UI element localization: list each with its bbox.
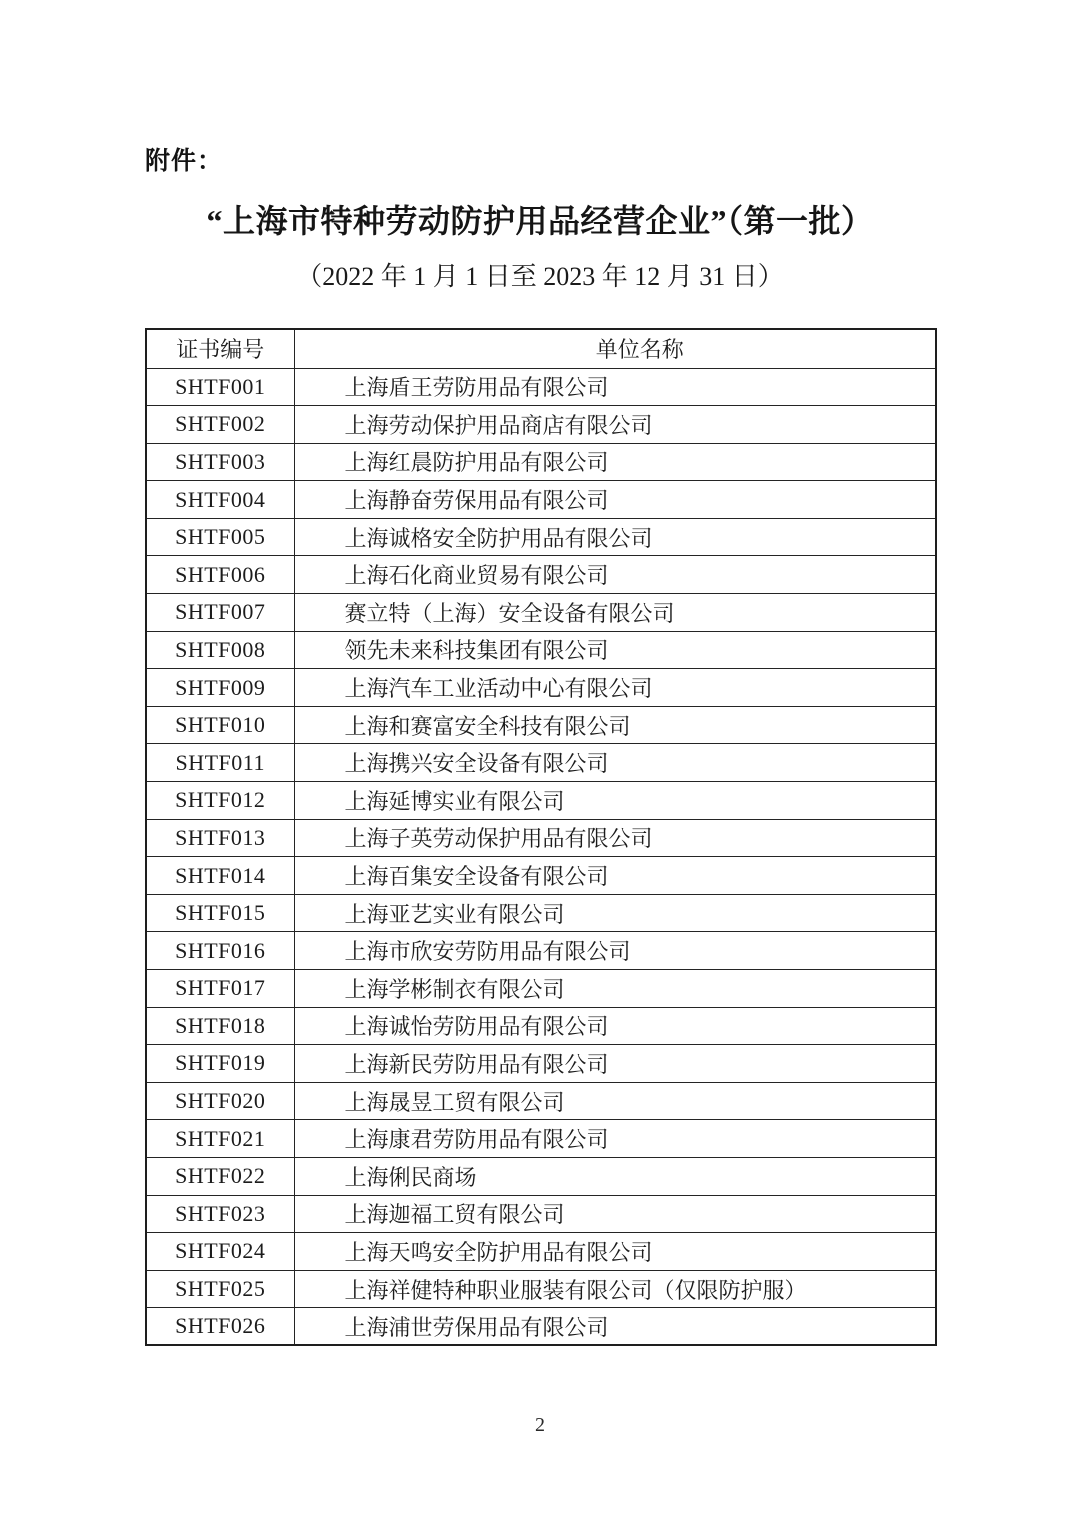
company-table-body [146, 368, 936, 1345]
certificate-number-cell: SHTF014 [146, 857, 294, 895]
certificate-number-cell: SHTF021 [146, 1120, 294, 1158]
certificate-number-cell: SHTF003 [146, 443, 294, 481]
table-row [146, 1045, 936, 1083]
certificate-number-cell: SHTF024 [146, 1233, 294, 1271]
header-company-name: 单位名称 [294, 329, 936, 368]
company-name-cell: 上海红晨防护用品有限公司 [294, 443, 936, 481]
page-title: “上海市特种劳动防护用品经营企业”（第一批） [206, 203, 874, 239]
table-row [146, 631, 936, 669]
company-name-cell: 上海石化商业贸易有限公司 [294, 556, 936, 594]
company-name-cell: 上海迦福工贸有限公司 [294, 1195, 936, 1233]
company-name-cell: 上海天鸣安全防护用品有限公司 [294, 1233, 936, 1271]
certificate-number-cell: SHTF011 [146, 744, 294, 782]
company-name-cell: 上海亚艺实业有限公司 [294, 894, 936, 932]
certificate-number-cell: SHTF023 [146, 1195, 294, 1233]
certificate-number-cell: SHTF016 [146, 932, 294, 970]
company-name-cell: 上海浦世劳保用品有限公司 [294, 1308, 936, 1346]
date-range: （2022 年 1 月 1 日至 2023 年 12 月 31 日） [296, 262, 784, 291]
company-name-cell: 上海汽车工业活动中心有限公司 [294, 669, 936, 707]
certificate-number-cell: SHTF006 [146, 556, 294, 594]
certificate-number-cell: SHTF018 [146, 1007, 294, 1045]
certificate-number-cell: SHTF025 [146, 1270, 294, 1308]
company-name-cell: 上海携兴安全设备有限公司 [294, 744, 936, 782]
table-row [146, 556, 936, 594]
certificate-number-cell: SHTF019 [146, 1045, 294, 1083]
certificate-number-cell: SHTF020 [146, 1082, 294, 1120]
company-name-cell: 上海盾王劳防用品有限公司 [294, 368, 936, 406]
company-name-cell: 上海俐民商场 [294, 1157, 936, 1195]
company-name-cell: 上海劳动保护用品商店有限公司 [294, 406, 936, 444]
certificate-number-cell: SHTF022 [146, 1157, 294, 1195]
table-row [146, 1007, 936, 1045]
table-row [146, 857, 936, 895]
certificate-number-cell: SHTF012 [146, 782, 294, 820]
company-name-cell: 上海市欣安劳防用品有限公司 [294, 932, 936, 970]
table-row [146, 406, 936, 444]
attachment-label: 附件： [145, 146, 224, 175]
certificate-number-cell: SHTF026 [146, 1308, 294, 1346]
certificate-number-cell: SHTF017 [146, 970, 294, 1008]
table-row [146, 706, 936, 744]
table-row [146, 443, 936, 481]
table-header-row [146, 329, 936, 368]
company-name-cell: 上海子英劳动保护用品有限公司 [294, 819, 936, 857]
company-name-cell: 上海延博实业有限公司 [294, 782, 936, 820]
certificate-number-cell: SHTF009 [146, 669, 294, 707]
company-name-cell: 上海和赛富安全科技有限公司 [294, 706, 936, 744]
company-name-cell: 领先未来科技集团有限公司 [294, 631, 936, 669]
company-table [145, 328, 937, 1346]
certificate-number-cell: SHTF010 [146, 706, 294, 744]
certificate-number-cell: SHTF015 [146, 894, 294, 932]
table-row [146, 894, 936, 932]
company-name-cell: 上海祥健特种职业服装有限公司（仅限防护服） [294, 1270, 936, 1308]
table-row [146, 1082, 936, 1120]
table-row [146, 594, 936, 632]
company-name-cell: 上海学彬制衣有限公司 [294, 970, 936, 1008]
company-name-cell: 上海晟昱工贸有限公司 [294, 1082, 936, 1120]
certificate-number-cell: SHTF008 [146, 631, 294, 669]
table-row [146, 1308, 936, 1346]
table-row [146, 782, 936, 820]
header-certificate-number: 证书编号 [146, 329, 294, 368]
company-name-cell: 上海诚怡劳防用品有限公司 [294, 1007, 936, 1045]
table-row [146, 1120, 936, 1158]
table-row [146, 744, 936, 782]
company-name-cell: 上海静奋劳保用品有限公司 [294, 481, 936, 519]
company-name-cell: 赛立特（上海）安全设备有限公司 [294, 594, 936, 632]
company-name-cell: 上海康君劳防用品有限公司 [294, 1120, 936, 1158]
table-row [146, 368, 936, 406]
company-name-cell: 上海百集安全设备有限公司 [294, 857, 936, 895]
certificate-number-cell: SHTF002 [146, 406, 294, 444]
table-row [146, 1270, 936, 1308]
table-row [146, 819, 936, 857]
table-row [146, 1157, 936, 1195]
table-row [146, 518, 936, 556]
table-row [146, 481, 936, 519]
certificate-number-cell: SHTF013 [146, 819, 294, 857]
table-row [146, 932, 936, 970]
page-number: 2 [535, 1414, 545, 1436]
certificate-number-cell: SHTF005 [146, 518, 294, 556]
table-row [146, 669, 936, 707]
certificate-number-cell: SHTF004 [146, 481, 294, 519]
company-name-cell: 上海诚格安全防护用品有限公司 [294, 518, 936, 556]
certificate-number-cell: SHTF001 [146, 368, 294, 406]
certificate-number-cell: SHTF007 [146, 594, 294, 632]
table-row [146, 1195, 936, 1233]
table-row [146, 1233, 936, 1271]
table-row [146, 970, 936, 1008]
company-name-cell: 上海新民劳防用品有限公司 [294, 1045, 936, 1083]
